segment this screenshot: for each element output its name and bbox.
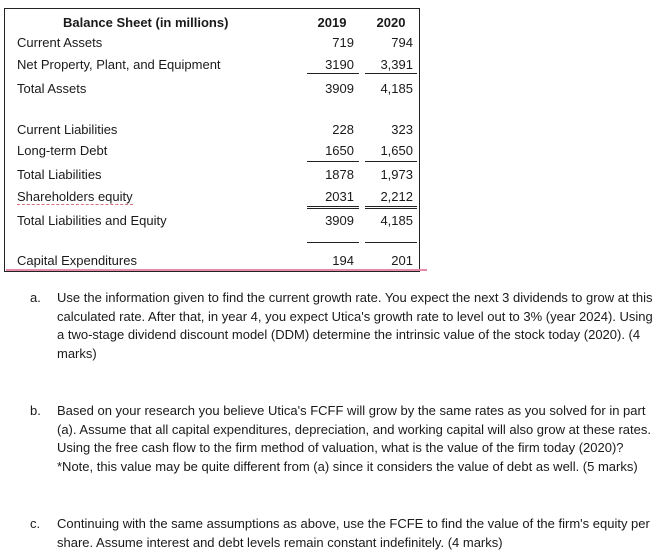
value-2019: 719 bbox=[332, 35, 354, 50]
divider bbox=[307, 73, 359, 74]
year-2020-header: 2020 bbox=[376, 15, 406, 30]
row-label: Long-term Debt bbox=[17, 143, 108, 158]
question-b bbox=[30, 402, 662, 476]
table-row bbox=[5, 211, 419, 231]
value-2019: 228 bbox=[332, 122, 354, 137]
divider bbox=[365, 242, 417, 243]
divider bbox=[365, 161, 417, 162]
double-divider bbox=[365, 206, 417, 209]
double-divider bbox=[307, 206, 359, 209]
table-row bbox=[5, 120, 419, 140]
table-title: Balance Sheet (in millions) bbox=[63, 15, 229, 30]
value-2019: 3909 bbox=[325, 213, 354, 228]
question-text: Continuing with the same assumptions as above, use the FCFE to find the value of the firm's equity per share. Assume interest and debt levels remain constant indefinitely. (4 marks) bbox=[57, 516, 650, 550]
table-row bbox=[5, 141, 419, 161]
row-label: Total Liabilities and Equity bbox=[17, 213, 167, 228]
table-row bbox=[5, 33, 419, 53]
header-row bbox=[5, 13, 419, 33]
question-letter: a. bbox=[30, 290, 41, 305]
question-text: Based on your research you believe Utica's FCFF will grow by the same rates as you solved for in part (a). Assume that all capital expenditures, depreciation, and working capital will also grow at these rates. Using the free cash flow to the firm method of valuation, what is the value of the firm today (2020)? *Note, this value may be quite different from (a) since it considers the value of debt as well. (5 marks) bbox=[57, 403, 651, 474]
value-2019: 194 bbox=[332, 253, 354, 268]
table-row bbox=[5, 79, 419, 99]
value-2019: 1650 bbox=[325, 143, 354, 158]
value-2020: 1,973 bbox=[380, 167, 413, 182]
value-2020: 4,185 bbox=[380, 213, 413, 228]
row-label: Total Liabilities bbox=[17, 167, 102, 182]
row-label: Current Assets bbox=[17, 35, 103, 50]
value-2019: 2031 bbox=[325, 189, 354, 204]
divider bbox=[365, 73, 417, 74]
value-2020: 323 bbox=[391, 122, 413, 137]
value-2020: 794 bbox=[391, 35, 413, 50]
question-a bbox=[30, 289, 662, 363]
value-2020: 1,650 bbox=[380, 143, 413, 158]
value-2019: 3190 bbox=[325, 57, 354, 72]
question-text: Use the information given to find the current growth rate. You expect the next 3 dividends to grow at this calculated rate. After that, in year 4, you expect Utica's growth rate to level out to 3% (year 2024). Using a two-stage dividend discount model (DDM) determine the intrinsic value of the stock today (2020). (4 marks) bbox=[57, 290, 653, 361]
divider bbox=[307, 242, 359, 243]
value-2019: 3909 bbox=[325, 81, 354, 96]
table-row bbox=[5, 187, 419, 207]
row-label: Capital Expenditures bbox=[17, 253, 137, 268]
value-2020: 201 bbox=[391, 253, 413, 268]
row-label: Net Property, Plant, and Equipment bbox=[17, 57, 221, 72]
highlight-underline bbox=[6, 269, 427, 271]
divider bbox=[307, 161, 359, 162]
row-label: Total Assets bbox=[17, 81, 87, 96]
row-label: Current Liabilities bbox=[17, 122, 118, 137]
question-c bbox=[30, 515, 662, 552]
table-row bbox=[5, 251, 419, 271]
value-2019: 1878 bbox=[325, 167, 354, 182]
value-2020: 2,212 bbox=[380, 189, 413, 204]
table-row bbox=[5, 165, 419, 185]
year-2019-header: 2019 bbox=[317, 15, 347, 30]
table-row bbox=[5, 55, 419, 75]
balance-sheet-table bbox=[4, 8, 420, 272]
row-label: Shareholders equity bbox=[17, 189, 133, 204]
question-letter: c. bbox=[30, 516, 41, 531]
value-2020: 4,185 bbox=[380, 81, 413, 96]
value-2020: 3,391 bbox=[380, 57, 413, 72]
question-letter: b. bbox=[30, 403, 41, 418]
